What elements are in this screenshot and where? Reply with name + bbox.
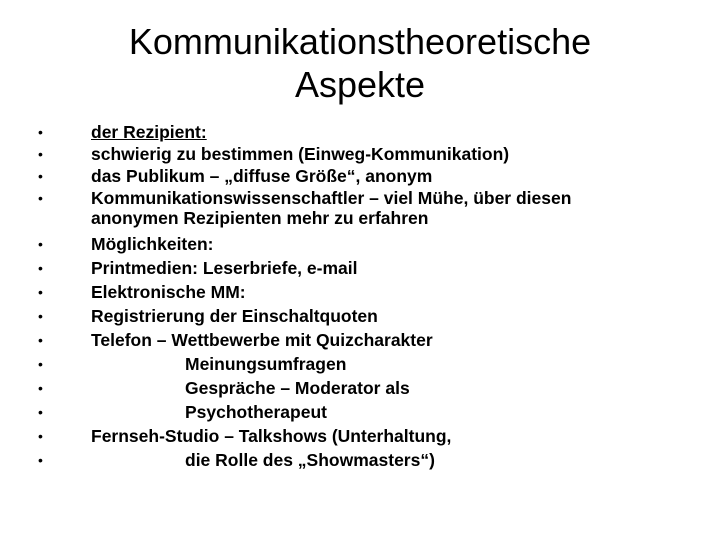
bullet-text	[91, 328, 671, 350]
bullet-icon: •	[38, 168, 43, 184]
bullet-icon: •	[38, 146, 43, 162]
bullet-icon: •	[38, 404, 43, 420]
bullet-text	[91, 280, 671, 302]
bullet-line: die Rolle des „Showmasters“)	[185, 450, 435, 470]
bullet-text	[91, 120, 671, 142]
bullet-text	[91, 142, 671, 164]
bullet-line: der Rezipient:	[91, 122, 207, 142]
bullet-line: das Publikum – „diffuse Größe“, anonym	[91, 166, 433, 186]
bullet-line: Gespräche – Moderator als	[185, 378, 410, 398]
bullet-icon: •	[38, 190, 43, 206]
bullet-text	[91, 400, 671, 422]
bullet-line: Psychotherapeut	[185, 402, 327, 422]
bullet-icon: •	[38, 356, 43, 372]
bullet-icon: •	[38, 308, 43, 324]
bullet-text	[91, 256, 671, 278]
bullet-icon: •	[38, 260, 43, 276]
bullet-line: Möglichkeiten:	[91, 234, 214, 254]
bullet-line: Elektronische MM:	[91, 282, 246, 302]
bullet-line: anonymen Rezipienten mehr zu erfahren	[91, 208, 429, 228]
bullet-text	[91, 232, 671, 254]
bullet-icon: •	[38, 380, 43, 396]
bullet-line: schwierig zu bestimmen (Einweg-Kommunikation)	[91, 144, 510, 164]
bullet-line: Registrierung der Einschaltquoten	[91, 306, 378, 326]
bullet-text	[91, 424, 671, 446]
bullet-line: Fernseh-Studio – Talkshows (Unterhaltung,	[91, 426, 452, 446]
slide-title-line-2: Aspekte	[294, 64, 426, 105]
bullet-icon: •	[38, 124, 43, 140]
bullet-text	[91, 448, 671, 470]
bullet-icon: •	[38, 452, 43, 468]
bullet-text	[91, 304, 671, 326]
bullet-text	[91, 164, 671, 186]
bullet-icon: •	[38, 236, 43, 252]
bullet-line: Kommunikationswissenschaftler – viel Mühe, über diesen	[91, 188, 572, 208]
bullet-icon: •	[38, 428, 43, 444]
bullet-icon: •	[38, 332, 43, 348]
bullet-text	[91, 376, 671, 398]
bullet-text	[91, 352, 671, 374]
slide-title	[0, 20, 720, 106]
slide-title-line-1: Kommunikationstheoretische	[128, 21, 592, 62]
bullet-line: Telefon – Wettbewerbe mit Quizcharakter	[91, 330, 433, 350]
bullet-line: Meinungsumfragen	[185, 354, 347, 374]
bullet-icon: •	[38, 284, 43, 300]
bullet-text	[91, 186, 671, 228]
bullet-line: Printmedien: Leserbriefe, e-mail	[91, 258, 358, 278]
